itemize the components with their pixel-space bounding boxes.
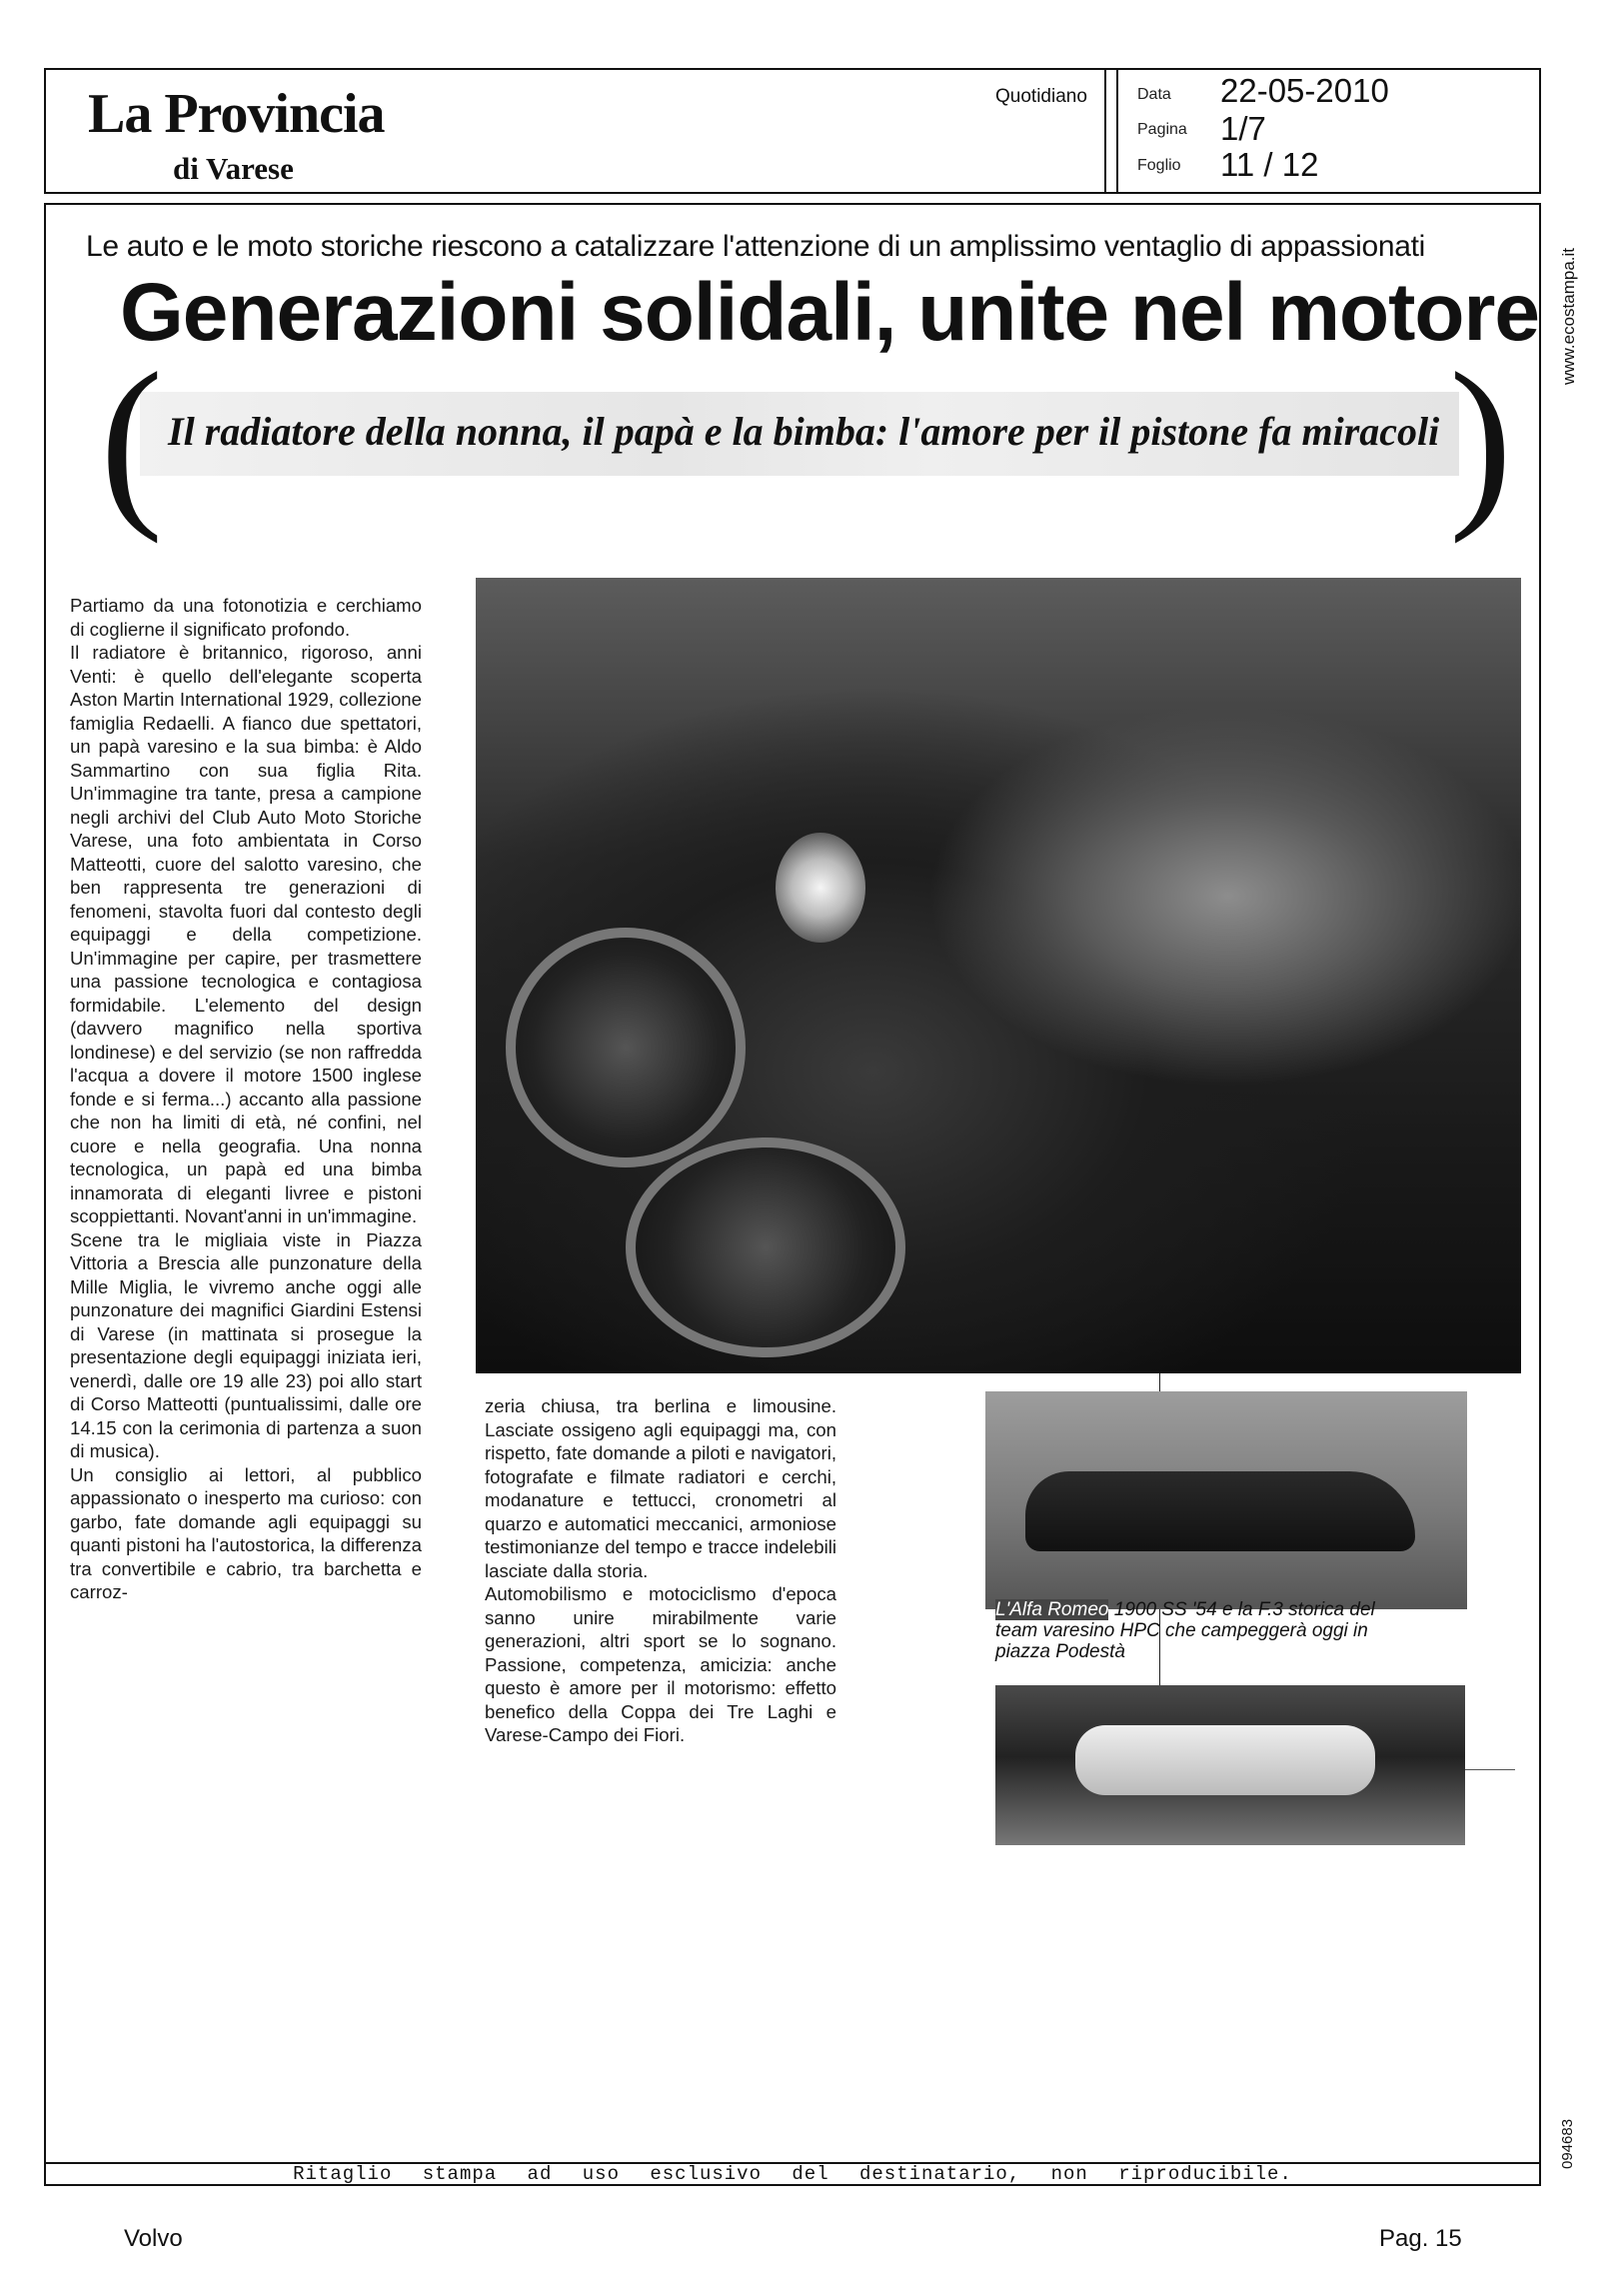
paragraph: Partiamo da una fotonotizia e cerchiamo di coglierne il significato profondo. (70, 595, 422, 640)
article-column-1 (70, 594, 422, 1604)
caption-text: 1900 SS '54 e la F.3 storica del team varesino HPC che campeggerà oggi in piazza Podestà (995, 1599, 1375, 1662)
side-url (1559, 215, 1585, 385)
paragraph: Un consiglio ai lettori, al pubblico appassionato o inesperto ma curioso: con garbo, fate domande agli equipaggi su quanti pistoni ha l'autostorica, la differenza tra convertibile e cabrio, tra barchetta e carroz- (70, 1463, 422, 1602)
page-value: 1/7 (1220, 110, 1266, 147)
sheet-label: Foglio (1137, 157, 1181, 174)
car-headlamp (776, 833, 865, 943)
page-number: Pag. 15 (1379, 2225, 1462, 2252)
side-code (1559, 2089, 1585, 2169)
newspaper-logo: La Provincia (88, 83, 385, 145)
paragraph: Automobilismo e motociclismo d'epoca sanno unire mirabilmente varie generazioni, altri sport se lo sognano. Passione, competenza, amicizia: anche questo è amore per il motorismo: effetto benefico della Coppa dei Tre Laghi e Varese-Campo dei Fiori. (485, 1583, 836, 1745)
caption-highlight: L'Alfa Romeo (995, 1599, 1109, 1620)
car-wheel (626, 1138, 905, 1357)
publication-type: Quotidiano (995, 86, 1087, 107)
car-body (1025, 1471, 1415, 1551)
paragraph: Il radiatore è britannico, rigoroso, anni Venti: è quello dell'elegante scoperta Aston Martin International 1929, collezione famiglia Redaelli. A fianco due spettatori, un papà varesino e la sua bimba: è Aldo Sammartino con sua figlia Rita. Un'immagine tra tante, presa a campione negli archivi del Club Auto Moto Storiche Varese, una foto ambientata in Corso Matteotti, cuore del salotto varesino, che ben rappresenta tre generazioni di fenomeni, stavolta fuori dal contesto degli equipaggi e della competizione. Un'immagine per capire, per trasmettere una passione tecnologica e contagiosa formidabile. L'elemento del design (davvero magnifico nella sportiva londinese) e del servizio (se non raffredda l'acqua a dovere il motore 1500 inglese fonde e si ferma...) accanto alla passione che non ha limiti di età, né confini, nel cuore e nella geografia. Una nonna tecnologica, un papà ed una bimba innamorata di eleganti livree e pistoni scoppiettanti. Novant'anni in un'immagine. (70, 642, 422, 1226)
article-subtitle: Il radiatore della nonna, il papà e la bimba: l'amore per il pistone fa miracoli (168, 409, 1440, 454)
photo-f3-race-car (995, 1685, 1465, 1845)
photo-caption (995, 1599, 1395, 1662)
left-parenthesis-decoration: ( (100, 335, 164, 545)
photo-rule (1465, 1769, 1515, 1770)
article-overtitle: Le auto e le moto storiche riescono a catalizzare l'attenzione di un amplissimo ventaglio di appassionati (86, 230, 1426, 263)
photo-alfa-romeo (985, 1391, 1467, 1609)
header-divider (1104, 70, 1118, 192)
race-car-body (1075, 1725, 1375, 1795)
side-url-text: www.ecostampa.it (1559, 248, 1578, 385)
page-label: Pagina (1137, 121, 1187, 138)
article-headline: Generazioni solidali, unite nel motore (120, 267, 1540, 358)
newspaper-logo-sub: di Varese (173, 151, 294, 186)
sheet-value: 11 / 12 (1220, 146, 1319, 183)
main-photo-aston-martin (476, 578, 1521, 1373)
article-column-2 (485, 1394, 836, 1747)
paragraph: Scene tra le migliaia viste in Piazza Vittoria a Brescia alle punzonature della Mille Miglia, le vivremo anche oggi alle punzonature dei magnifici Giardini Estensi di Varese (in mattinata si prosegue la presentazione degli equipaggi iniziata ieri, venerdì, dalle ore 19 alle 23) poi allo start di Corso Matteotti (puntualissimi, dalle ore 14.15 con la cerimonia di partenza a suon di musica). (70, 1228, 422, 1461)
side-code-text: 094683 (1559, 2118, 1576, 2169)
date-label: Data (1137, 86, 1171, 103)
date-value: 22-05-2010 (1220, 72, 1389, 109)
car-wheel (506, 928, 746, 1167)
paragraph: zeria chiusa, tra berlina e limousine. Lasciate ossigeno agli equipaggi ma, con rispetto, fate domande a piloti e navigatori, fotografate e filmate radiatori e cerchi, modanature e tettucci, cronometri al quarzo e automatici meccanici, armoniose testimonianze del tempo e tracce indelebili lasciate dalla storia. (485, 1395, 836, 1581)
client-name: Volvo (124, 2225, 183, 2252)
right-parenthesis-decoration: ) (1449, 335, 1513, 545)
masthead-box (44, 68, 1541, 194)
footer-notice: Ritaglio stampa ad uso esclusivo del destinatario, non riproducibile. (293, 2163, 1292, 2185)
